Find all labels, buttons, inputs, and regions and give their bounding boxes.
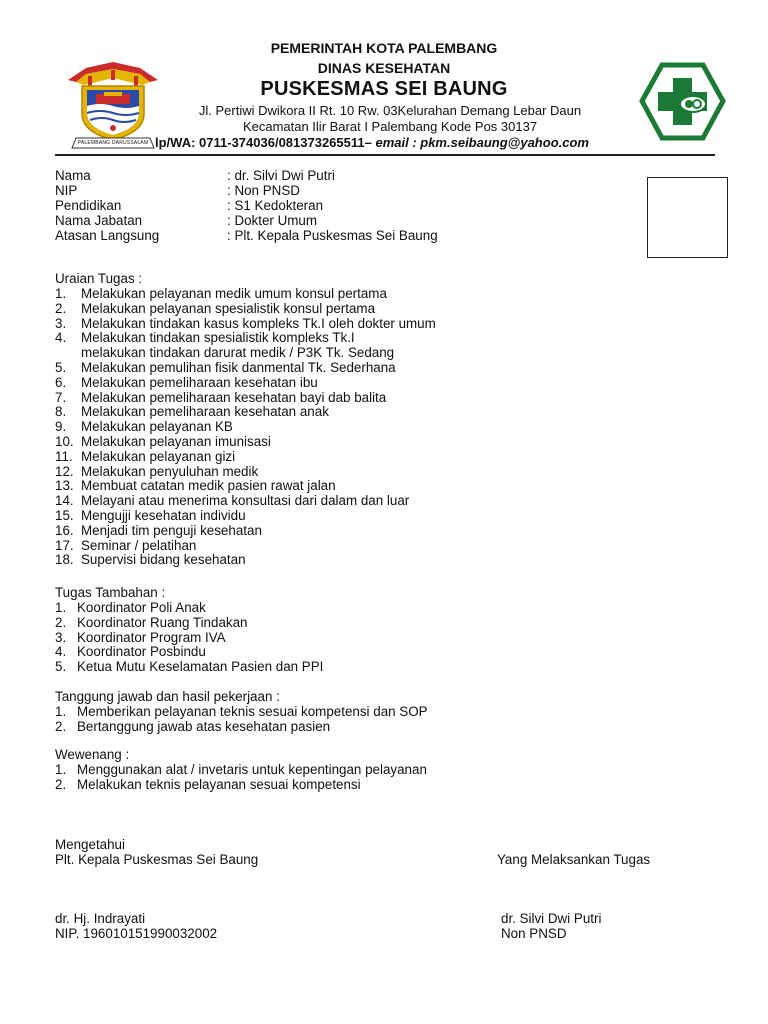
list-item [55,493,436,508]
item-text: Koordinator Program IVA [77,629,226,645]
acknowledged-label: Mengetahui [55,837,125,852]
item-number: 1. [55,762,67,777]
item-text: Seminar / pelatihan [81,537,197,553]
item-number: 16. [55,522,74,538]
item-text: Supervisi bidang kesehatan [81,552,246,568]
item-number: 2. [55,776,67,792]
letterhead [0,0,768,160]
identity-value: : dr. Silvi Dwi Putri [227,168,335,183]
item-text: Melakukan penyuluhan medik [81,463,259,479]
address-line-1: Jl. Pertiwi Dwikora II Rt. 10 Rw. 03Kelurahan Demang Lebar Daun [198,103,582,118]
executor-nip: Non PNSD [501,926,567,941]
duties-heading: Uraian Tugas : [55,271,143,286]
item-number: 2. [55,718,67,734]
item-number: 10. [55,433,74,449]
identity-section [55,168,438,243]
identity-label: Atasan Langsung [55,228,160,243]
identity-label: Nama Jabatan [55,213,143,228]
contact-phone: lp/WA: 0711-374036/081373265511– [155,135,372,150]
item-text: Melakukan pemulihan fisik danmental Tk. Sederhana [81,359,396,375]
identity-value: : Plt. Kepala Puskesmas Sei Baung [227,228,438,243]
supervisor-nip: NIP. 196010151990032002 [55,926,218,941]
duties-section [55,271,436,567]
list-item [55,508,436,523]
list-item [55,286,436,301]
item-number: 11. [55,448,73,464]
list-item [55,659,323,674]
identity-row-education [55,198,438,213]
executor-name: dr. Silvi Dwi Putri [501,911,602,926]
item-text: Melakukan pelayanan KB [81,419,233,435]
list-item [55,630,323,645]
item-number: 18. [55,552,74,568]
department-line: DINAS KESEHATAN [317,60,451,76]
item-number: 17. [55,537,74,553]
additional-duties-section [55,585,323,674]
item-number: 1. [55,704,67,719]
supervisor-title: Plt. Kepala Puskesmas Sei Baung [55,852,259,867]
item-text: Menggunakan alat / invetaris untuk kepentingan pelayanan [77,762,427,777]
item-text: melakukan tindakan darurat medik / P3K Tk. Sedang [81,345,395,361]
list-item [55,330,436,345]
list-item [55,523,436,538]
item-number [55,345,81,360]
item-number: 12. [55,463,74,479]
puskesmas-logo-icon [637,60,728,143]
item-text: Melakukan pelayanan medik umum konsul pertama [81,286,387,301]
item-number: 14. [55,493,74,509]
list-item [55,762,427,777]
list-item [55,301,436,316]
list-item [55,719,428,734]
item-text: Melakukan pemeliharaan kesehatan bayi dab balita [81,389,387,405]
contact-line [155,135,589,150]
identity-label: Pendidikan [55,198,122,213]
emblem-ribbon-text: PALEMBANG DARUSSALAM [77,140,149,146]
identity-row-supervisor [55,228,438,243]
item-text: Melayani atau menerima konsultasi dari dalam dan luar [81,493,410,509]
photo-placeholder-box [647,177,728,258]
item-number: 8. [55,404,67,420]
list-item [55,419,436,434]
authority-section [55,747,427,792]
list-item [55,360,436,375]
identity-value: : Dokter Umum [227,213,318,228]
list-item [55,390,436,405]
list-item [55,552,436,567]
identity-value: : Non PNSD [227,183,300,198]
item-text: Membuat catatan medik pasien rawat jalan [81,478,336,494]
additional-duties-heading: Tugas Tambahan : [55,585,166,600]
list-item [55,316,436,331]
list-item [55,449,436,464]
identity-row-position [55,213,438,228]
header-divider [55,154,715,156]
item-number: 3. [55,315,67,331]
item-number: 9. [55,419,67,435]
list-item [55,478,436,493]
item-text: Memberikan pelayanan teknis sesuai kompetensi dan SOP [77,704,428,719]
list-item-continuation [55,345,436,360]
item-number: 15. [55,507,74,523]
identity-row-nip [55,183,438,198]
list-item [55,538,436,553]
item-text: Koordinator Poli Anak [77,600,206,615]
executor-label: Yang Melaksankan Tugas [497,852,651,867]
authority-heading: Wewenang : [55,747,130,762]
item-text: Melakukan pelayanan spesialistik konsul pertama [81,300,376,316]
contact-email: email : pkm.seibaung@yahoo.com [375,135,589,150]
item-text: Melakukan tindakan spesialistik kompleks Tk.I [81,330,355,346]
item-text: Mengujji kesehatan individu [81,507,246,523]
item-number: 5. [55,659,67,675]
item-text: Melakukan pemeliharaan kesehatan ibu [81,374,318,390]
item-text: Melakukan pelayanan gizi [81,448,236,464]
identity-row-name [55,168,438,183]
list-item [55,375,436,390]
identity-label: Nama [55,168,91,183]
identity-label: NIP [55,183,78,198]
item-number: 4. [55,330,67,346]
list-item [55,704,428,719]
responsibility-section [55,689,428,734]
item-number: 4. [55,644,67,660]
item-text: Melakukan pelayanan imunisasi [81,433,271,449]
list-item [55,615,323,630]
item-text: Melakukan teknis pelayanan sesuai kompetensi [77,776,361,792]
responsibility-heading: Tanggung jawab dan hasil pekerjaan : [55,689,280,704]
list-item [55,404,436,419]
identity-value: : S1 Kedokteran [227,198,324,213]
item-number: 3. [55,629,67,645]
item-number: 6. [55,374,67,390]
government-line: PEMERINTAH KOTA PALEMBANG [270,40,498,56]
address-line-2: Kecamatan Ilir Barat I Palembang Kode Pos 30137 [242,119,538,134]
item-number: 2. [55,614,67,630]
list-item [55,434,436,449]
item-text: Bertanggung jawab atas kesehatan pasien [77,718,331,734]
list-item [55,644,323,659]
item-text: Koordinator Posbindu [77,644,206,660]
institution-title: PUSKESMAS SEI BAUNG [260,78,508,100]
item-number: 1. [55,286,67,301]
item-text: Koordinator Ruang Tindakan [77,614,248,630]
item-number: 1. [55,600,67,615]
item-number: 7. [55,389,67,405]
item-text: Menjadi tim penguji kesehatan [81,522,262,538]
list-item [55,777,427,792]
supervisor-name: dr. Hj. Indrayati [55,911,146,926]
item-number: 2. [55,300,67,316]
item-text: Melakukan pemeliharaan kesehatan anak [81,404,329,420]
item-number: 13. [55,478,74,494]
item-text: Ketua Mutu Keselamatan Pasien dan PPI [77,659,324,675]
list-item [55,600,323,615]
item-number: 5. [55,359,67,375]
item-text: Melakukan tindakan kasus kompleks Tk.I oleh dokter umum [81,315,436,331]
list-item [55,464,436,479]
